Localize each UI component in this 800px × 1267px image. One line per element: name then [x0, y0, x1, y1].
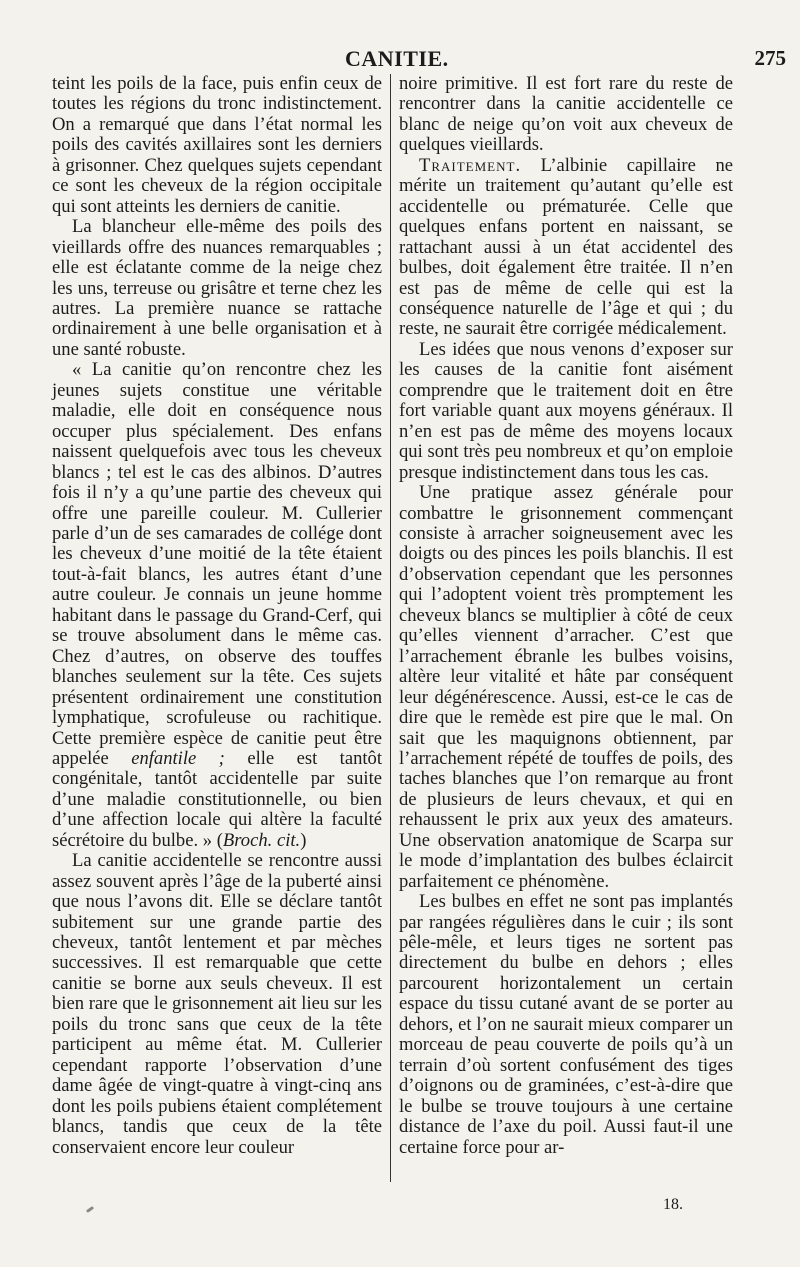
paragraph: La canitie accidentelle se rencontre aussi assez souvent après l’âge de la puberté ainsi que nous l’avons dit. Elle se déclare tantôt subitement sur une grande partie des cheveux, tantôt lentement et par mèches successives. Il est remarquable que cette canitie se borne aux seuls cheveux. Il est bien rare que le grisonnement ait lieu sur les poils du tronc sans que ceux de la tête participent au même état. M. Cullerier cependant rapporte l’observation d’une dame âgée de vingt-quatre à vingt-cinq ans dont les poils pubiens étaient complétement blancs, tandis que ceux de la tête conservaient encore leur couleur [52, 850, 382, 1158]
paragraph [399, 156, 733, 340]
paragraph-text: elle est tantôt congénitale, tantôt accidentelle par suite d’une maladie constitutionnelle, ou bien d’une affection locale qui altère la faculté sécrétoire du bulbe. » ( [52, 747, 382, 851]
paragraph-text: « La canitie qu’on rencontre chez les jeunes sujets constitue une véritable maladie, elle doit en conséquence nous occuper plus spécialement. Des enfans naissent quelquefois avec tous les cheveux blancs ; tel est le cas des albinos. D’autres fois il n’y a qu’une partie des cheveux qui offre une pareille couleur. M. Cullerier parle d’un de ses camarades de collége dont les cheveux d’une moitié de la tête étaient tout-à-fait blancs, les autres étant d’une autre couleur. Je connais un jeune homme habitant dans le passage du Grand-Cerf, qui se trouve absolument dans le même cas. Chez d’autres, on observe des touffes blanches seulement sur la tête. Ces sujets présentent ordinairement une constitution lymphatique, scrofuleuse ou rachitique. Cette première espèce de canitie peut être appelée [52, 359, 382, 769]
paragraph: Une pratique assez générale pour combattre le grisonnement commençant consiste à arracher soigneusement avec les doigts ou des pinces les poils blanchis. Il est d’observation cependant que les personnes qui l’adoptent voient très promptement les cheveux blancs se multiplier à côté de ceux qu’elles viennent d’arracher. C’est que l’arrachement ébranle les bulbes voisins, altère leur vitalité et hâte par conséquent leur dégénérescence. Aussi, est-ce le cas de dire que le remède est pire que le mal. On sait que les maquignons obtiennent, par l’arrachement répété de touffes de poils, des taches blanches que l’on remarque au front de plusieurs de leurs chevaux, et qui en rehaussent le prix aux yeux des amateurs. Une observation anatomique de Scarpa sur le mode d’implantation des bulbes éclaircit parfaitement ce phénomène. [399, 482, 733, 892]
paragraph: noire primitive. Il est fort rare du reste de rencontrer dans la canitie accidentelle ce blanc de neige qu’on voit aux cheveux de quelques vieillards. [399, 73, 733, 156]
column-divider [390, 74, 391, 1182]
section-heading: Traitement. [419, 154, 522, 176]
left-column [52, 74, 382, 1158]
page-header [0, 46, 800, 72]
paragraph-text: L’albinie capillaire ne mérite un traitement qu’autant qu’elle est accidentelle ou prématurée. Celle que quelques enfans portent en naissant, se rattachant aussi à un état accidentel des bulbes, doit également être traitée. Il n’en est pas de même de celle qui est la conséquence naturelle de l’âge et qui ; du reste, ne saurait être corrigée médicalement. [399, 154, 733, 340]
paragraph-text: ) [300, 829, 307, 851]
page-number: 275 [754, 46, 786, 70]
italic-term: enfantile ; [131, 747, 225, 769]
running-title: CANITIE. [345, 46, 449, 71]
paragraph: La blancheur elle-même des poils des vieillards offre des nuances remarquables ; elle est éclatante comme de la neige chez les uns, terreuse ou grisâtre et terne chez les autres. La première nuance se rattache ordinairement à une belle organisation et à une santé robuste. [52, 216, 382, 360]
paragraph: teint les poils de la face, puis enfin ceux de toutes les régions du tronc indistinctement. On a remarqué que dans l’état normal les poils des cavités axillaires sont les derniers à grisonner. Chez quelques sujets cependant ce sont les cheveux de la région occipitale qui sont atteints les derniers de canitie. [52, 73, 382, 217]
paragraph: Les idées que nous venons d’exposer sur les causes de la canitie font aisément comprendre que le traitement doit en être fort variable quant aux moyens généraux. Il n’en est pas de même des moyens locaux qui sont très peu nombreux et qu’on emploie presque indistinctement dans tous les cas. [399, 338, 733, 483]
printer-signature: 18. [663, 1196, 683, 1213]
right-column [399, 74, 733, 1158]
ink-smudge [86, 1206, 94, 1213]
paragraph: Les bulbes en effet ne sont pas implantés par rangées régulières dans le cuir ; ils sont pêle-mêle, et leurs tiges ne sortent pas directement du bulbe en dehors ; elles parcourent horizontalement un certain espace du tissu cutané avant de se porter au dehors, et l’on ne saurait mieux comparer un morceau de peau couverte de poils qu’à un terrain d’où sortent confusément des tiges d’oignons ou de graminées, c’est-à-dire que le bulbe se trouve toujours à une certaine distance de l’axe du poil. Aussi faut-il une certaine force pour ar- [399, 891, 733, 1158]
paragraph [52, 360, 382, 851]
citation: Broch. cit. [222, 829, 301, 851]
